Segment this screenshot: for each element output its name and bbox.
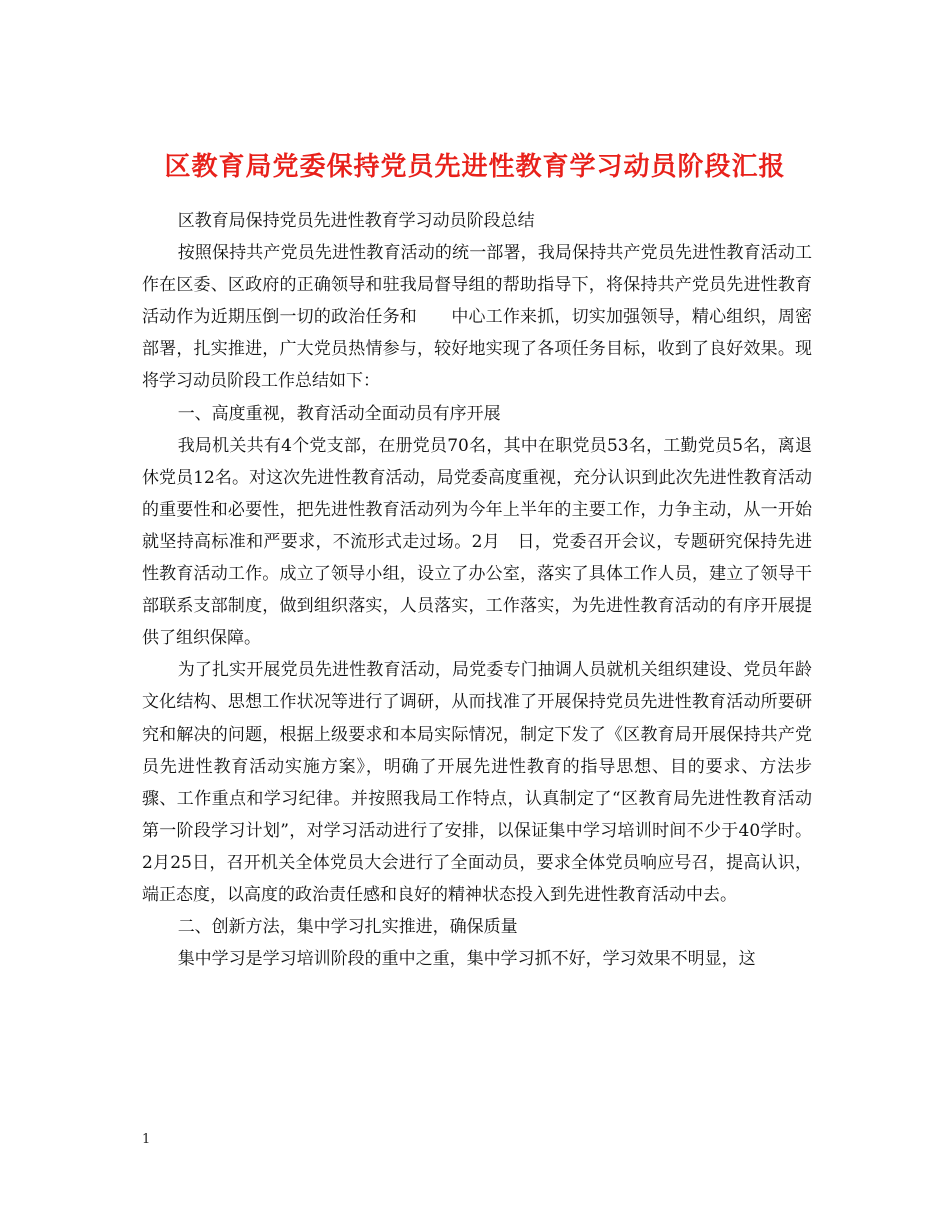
section-heading-1: 一、高度重视，教育活动全面动员有序开展 (177, 403, 501, 424)
body-paragraph: 集中学习是学习培训阶段的重中之重，集中学习抓不好，学习效果不明显，这 (177, 949, 756, 970)
intro-paragraph: 按照保持共产党员先进性教育活动的统一部署，我局保持共产党员先进性教育活动工作在区委、区政府的正确领导和驻我局督导组的帮助指导下，将保持共产党员先进性教育活动作为近期压倒一切的政治任务和 中心工作来抓，切实加强领导，精心组织，周密部署，扎实推进，广大党员热情参与，较好地实现了各项任务目标，收到了良好效果。现将学习动员阶段工作总结如下： (142, 243, 812, 392)
section-heading-2: 二、创新方法，集中学习扎实推进，确保质量 (177, 917, 518, 938)
page-number: 1 (142, 1132, 151, 1147)
body-paragraph: 我局机关共有4个党支部，在册党员70名，其中在职党员53名，工勤党员5名，离退休党员12名。对这次先进性教育活动，局党委高度重视，充分认识到此次先进性教育活动的重要性和必要性，把先进性教育活动列为今年上半年的主要工作，力争主动，从一开始就坚持高标准和严要求，不流形式走过场。2月 日，党委召开会议，专题研究保持先进性教育活动工作。成立了领导小组，设立了办公室，落实了具体工作人员，建立了领导干部联系支部制度，做到组织落实，人员落实，工作落实，为先进性教育活动的有序开展提供了组织保障。 (142, 435, 812, 649)
document-body (142, 205, 812, 975)
section-subtitle: 区教育局保持党员先进性教育学习动员阶段总结 (177, 211, 535, 231)
document-title: 区教育局党委保持党员先进性教育学习动员阶段汇报 (164, 152, 786, 183)
body-paragraph: 为了扎实开展党员先进性教育活动，局党委专门抽调人员就机关组织建设、党员年龄文化结构、思想工作状况等进行了调研，从而找准了开展保持党员先进性教育活动所要研究和解决的问题，根据上级要求和本局实际情况，制定下发了《区教育局开展保持共产党员先进性教育活动实施方案》，明确了开展先进性教育的指导思想、目的要求、方法步骤、工作重点和学习纪律。并按照我局工作特点，认真制定了“区教育局先进性教育活动第一阶段学习计划”，对学习活动进行了安排，以保证集中学习培训时间不少于40学时。2月25日，召开机关全体党员大会进行了全面动员，要求全体党员响应号召，提高认识，端正态度，以高度的政治责任感和良好的精神状态投入到先进性教育活动中去。 (142, 660, 812, 905)
